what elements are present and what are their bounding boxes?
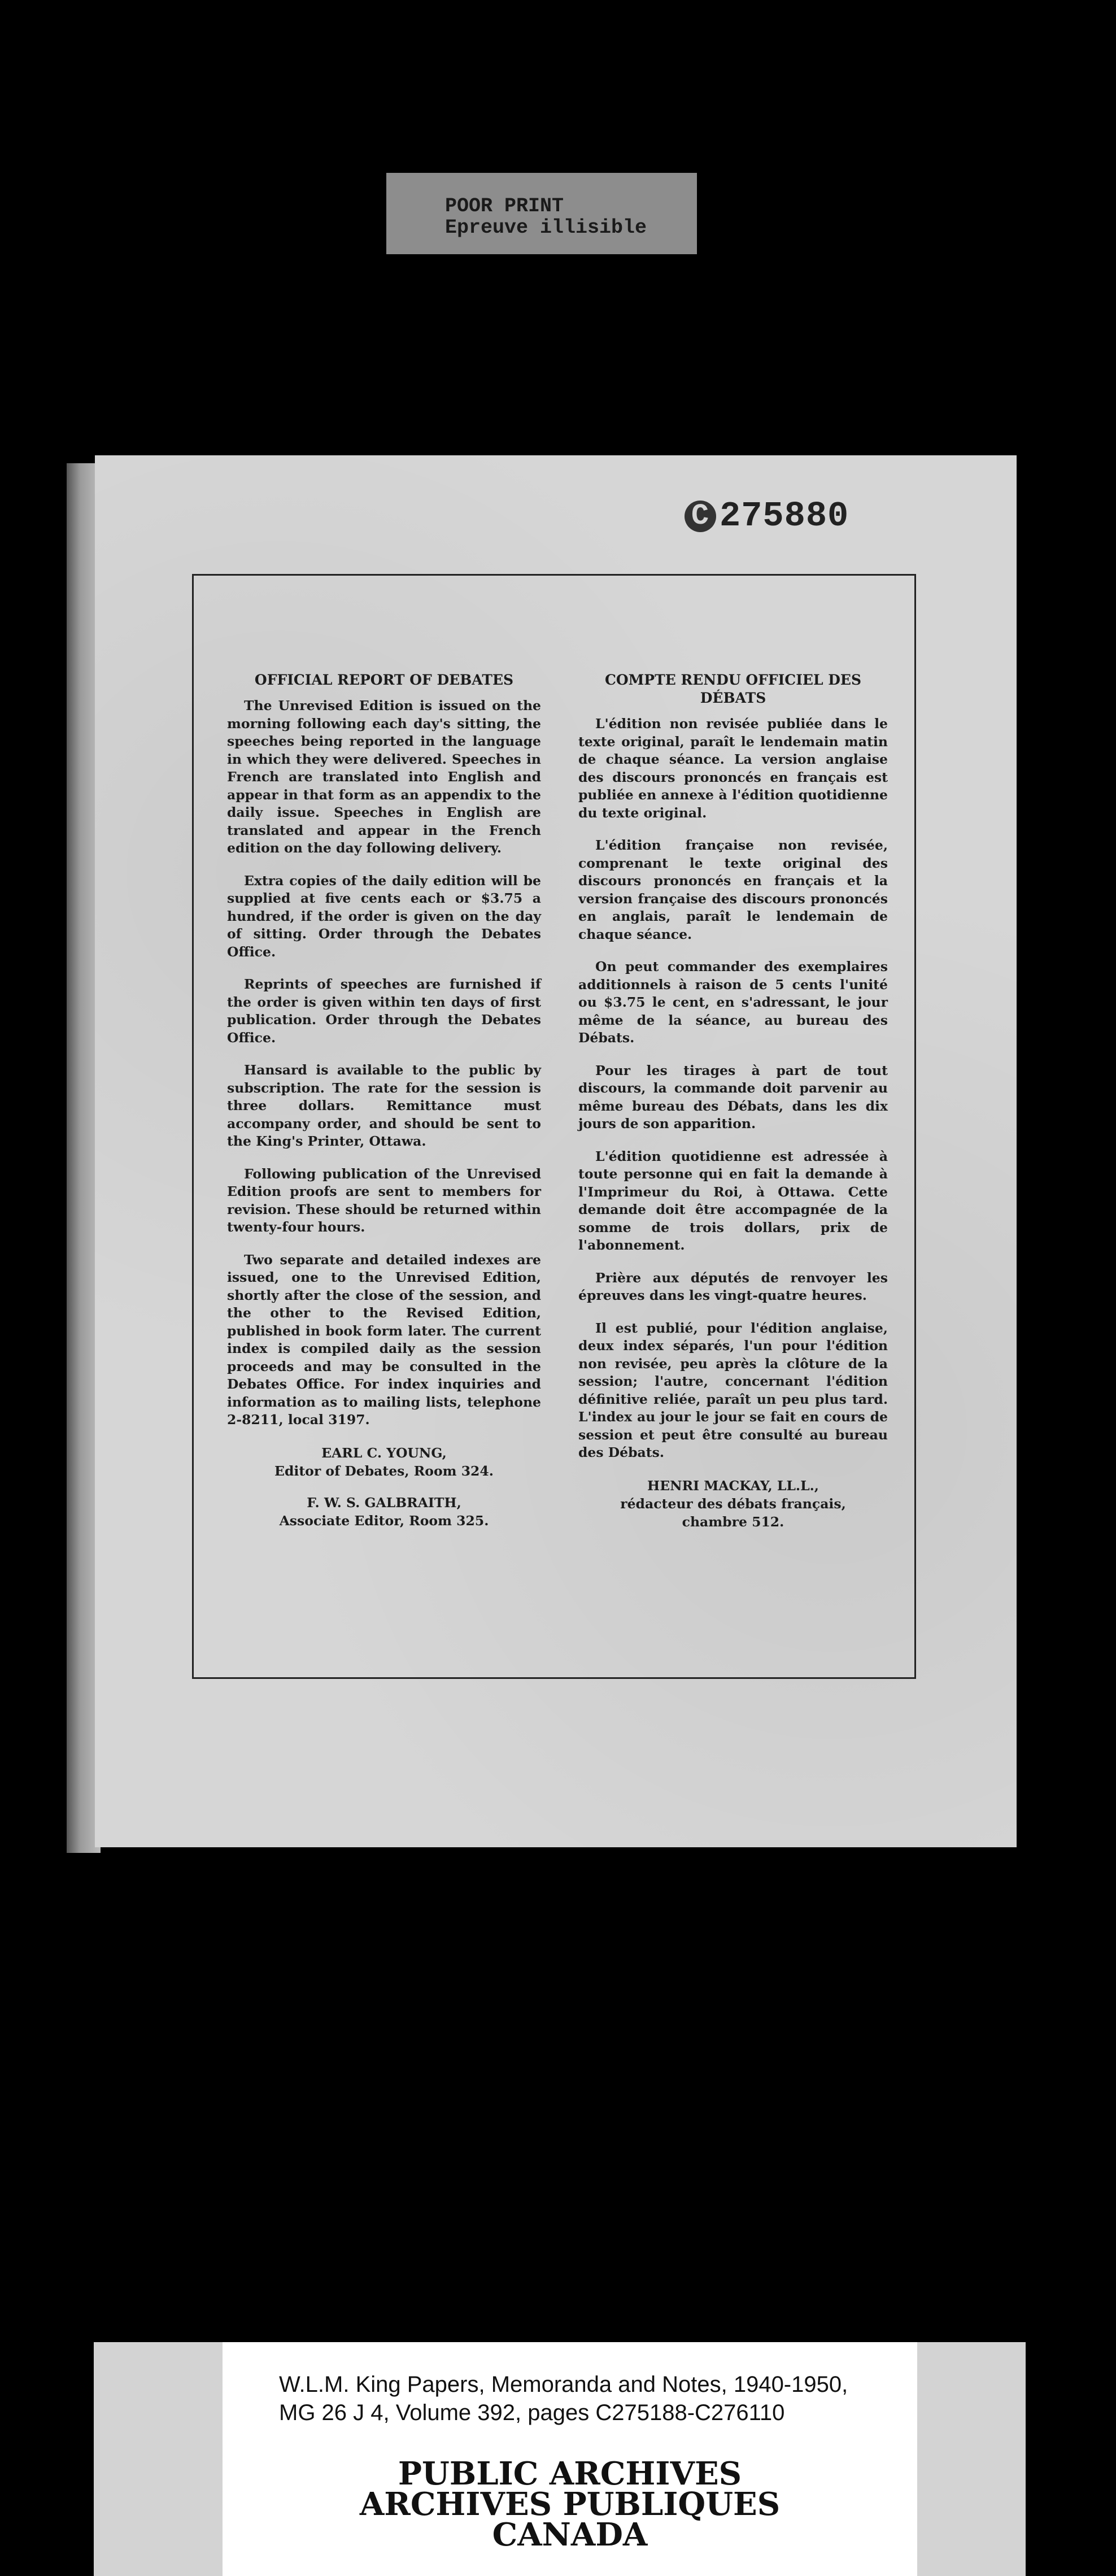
french-editor-title: rédacteur des débats français, [620, 1495, 846, 1512]
english-paragraph: Following publication of the Unrevised Edition proofs are sent to members for revision. These should be returned within twenty-four hours. [227, 1165, 541, 1235]
french-editor-signature [578, 1477, 888, 1531]
archive-reference-line: MG 26 J 4, Volume 392, pages C275188-C276110 [279, 2400, 785, 2425]
english-heading: OFFICIAL REPORT OF DEBATES [254, 672, 514, 688]
editor-title: Editor of Debates, Room 324. [274, 1463, 494, 1479]
archive-reference [279, 2370, 906, 2427]
stamp-line-english: POOR PRINT [445, 195, 564, 217]
page-number [685, 496, 849, 536]
english-paragraph: The Unrevised Edition is issued on the morning following each day's sitting, the speeches being reported in the language in which they were delivered. Speeches in French are translated into English and appear in that form as an appendix to the daily issue. Speeches in English are translated and appear in the French edition on the day following delivery. [227, 698, 541, 856]
french-paragraph: Pour les tirages à part de tout discours, la commande doit parvenir au même bureau des Débats, dans les dix jours de son apparition. [578, 1062, 888, 1132]
editor-signature [227, 1444, 541, 1480]
archive-institution [223, 2455, 917, 2553]
english-paragraph: Reprints of speeches are furnished if the order is given within ten days of first publication. Order through the Debates Office. [227, 976, 541, 1046]
french-column [578, 671, 888, 1534]
french-editor-room: chambre 512. [682, 1513, 784, 1530]
english-paragraph: Extra copies of the daily edition will be supplied at five cents each or $3.75 a hundred, if the order is given on the day of sitting. Order through the Debates Office. [227, 872, 541, 960]
editor-name: EARL C. YOUNG, [321, 1444, 447, 1461]
archive-reference-line: W.L.M. King Papers, Memoranda and Notes, 1940-1950, [279, 2372, 848, 2397]
stamp-line-french: Epreuve illisible [445, 216, 647, 239]
associate-editor-signature [227, 1494, 541, 1530]
institution-name-english: PUBLIC ARCHIVES [398, 2455, 742, 2492]
french-paragraph: L'édition non revisée publiée dans le texte original, paraît le lendemain matin de chaque séance. La version anglaise des discours prononcés en français est publiée en annexe à l'édition quotidienne du texte original. [578, 716, 888, 821]
english-paragraph: Hansard is available to the public by subscription. The rate for the session is three dollars. Remittance must accompany order, and should be sent to the King's Printer, Ottawa. [227, 1062, 541, 1149]
french-paragraph: Il est publié, pour l'édition anglaise, deux index séparés, l'un pour l'édition non revisée, peu après la clôture de la session; l'autre, concernant l'édition définitive reliée, paraît un peu plus tard. L'index au jour le jour se fait en cours de session et peut être consulté au bureau des Débats. [578, 1320, 888, 1460]
institution-country: CANADA [492, 2516, 648, 2553]
institution-name-french: ARCHIVES PUBLIQUES [359, 2486, 781, 2523]
associate-editor-name: F. W. S. GALBRAITH, [307, 1494, 461, 1511]
english-column [227, 671, 541, 1533]
french-paragraph: Prière aux députés de renvoyer les épreuves dans les vingt-quatre heures. [578, 1269, 888, 1303]
french-paragraph: On peut commander des exemplaires additionnels à raison de 5 cents l'unité ou $3.75 le cent, en s'adressant, le jour même de la séance, au bureau des Débats. [578, 959, 888, 1046]
french-heading: COMPTE RENDU OFFICIEL DES DÉBATS [604, 672, 862, 706]
page-number-value: 275880 [720, 496, 849, 536]
english-paragraph: Two separate and detailed indexes are issued, one to the Unrevised Edition, shortly after the close of the session, and the other to the Revised Edition, published in book form later. The current index is compiled daily as the session proceeds and may be consulted in the Debates Office. For index inquiries and information as to mailing lists, telephone 2-8211, local 3197. [227, 1251, 541, 1428]
associate-editor-title: Associate Editor, Room 325. [279, 1512, 489, 1529]
poor-print-stamp [386, 173, 697, 254]
french-paragraph: L'édition quotidienne est adressée à toute personne qui en fait la demande à l'Imprimeur du Roi, à Ottawa. Cette demande doit être accompagnée de la somme de trois dollars, prix de l'abonnement. [578, 1148, 888, 1253]
french-paragraph: L'édition française non revisée, comprenant le texte original des discours prononcés en français et la version française des discours prononcés en anglais, paraît le lendemain de chaque séance. [578, 837, 888, 942]
french-editor-name: HENRI MACKAY, LL.L., [647, 1477, 819, 1494]
page-number-prefix: C [685, 501, 716, 532]
